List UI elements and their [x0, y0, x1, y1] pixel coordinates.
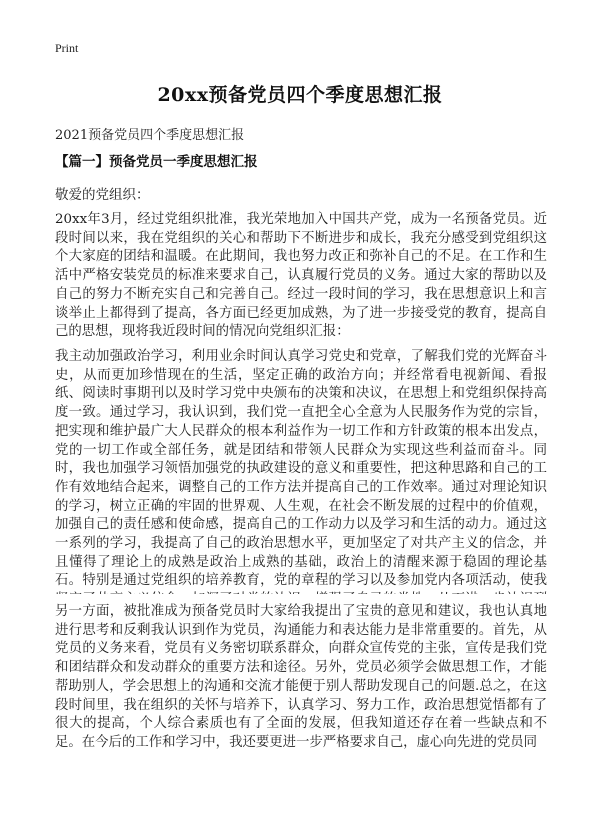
page-title: 20xx预备党员四个季度思想汇报: [157, 84, 443, 106]
section-heading: 【篇一】预备党员一季度思想汇报: [55, 154, 258, 170]
body-paragraph-1: 20xx年3月，经过党组织批准，我光荣地加入中国共产党，成为一名预备党员。近段时间以来，我在党组织的关心和帮助下不断进步和成长，我充分感受到党组织这个大家庭的团结和温暖。在此期间，我也努力改正和弥补自己的不足。在工作和生活中严格安装党员的标准来要求自己，认真履行党员的义务。通过大家的帮助以及自己的努力不断充实自己和完善自己。经过一段时间的学习，我在思想意识上和言谈举止上都得到了提高，各方面已经更加成熟，为了进一步接受党的教育，提高自己的思想，现将我近段时间的情况向党组织汇报：: [55, 212, 547, 340]
body-paragraph-2: 我主动加强政治学习，利用业余时间认真学习党史和党章，了解我们党的光辉奋斗史，从而更加珍惜现在的生活，坚定正确的政治方向；并经常看电视新闻、看报纸、阅读时事期刊以及时学习党中央颁布的决策和决议，在思想上和党组织保持高度一致。通过学习，我认识到，我们党一直把全心全意为人民服务作为党的宗旨，把实现和维护最广大人民群众的根本利益作为一切工作和方针政策的根本出发点，党的一切工作或全部任务，就是团结和带领人民群众为实现这些利益而奋斗。同时，我也加强学习领悟加强党的执政建设的意义和重要性，把这种思路和自己的工作有效地结合起来，调整自己的工作方法并提高自己的工作效率。通过对理论知识的学习，树立正确的牢固的世界观、人生观，在社会不断发展的过程中的价值观，加强自己的责任感和使命感，提高自己的工作动力以及学习和生活的动力。通过这一系列的学习，我提高了自己的政治思想水平，更加坚定了对共产主义的信念，并且懂得了理论上的成熟是政治上成熟的基础，政治上的清醒来源于稳固的理论基石。特别是通过党组织的培养教育，党的章程的学习以及参加党内各项活动，使我: [55, 349, 547, 589]
body-paragraph-3: 另一方面，被批准成为预备党员时大家给我提出了宝贵的意见和建议，我也认真地进行思考和反剩我认识到作为党员，沟通能力和表达能力是非常重要的。首先，从党员的义务来看，党员有义务密切联系群众，向群众宣传党的主张，宣传是我们党和团结群众和发动群众的重要方法和途径。另外，党员必须学会做思想工作，才能帮助别人，学会思想上的沟通和交流才能便于别人帮助发现自己的问题.总之，在这段时间里，我在组织的关怀与培养下，认真学习、努力工作，政治思想觉悟都有了很大的提高，个人综合素质也有了全面的发展，但我知道还存在着一些缺点和不足。在今后的工作和学习中，我还要更进一步严格要求自己，虚心向先进的党员同: [55, 604, 547, 750]
document-subtitle: 2021预备党员四个季度思想汇报: [55, 128, 245, 143]
print-link[interactable]: Print: [55, 41, 79, 55]
salutation: 敬爱的党组织：: [55, 187, 150, 203]
